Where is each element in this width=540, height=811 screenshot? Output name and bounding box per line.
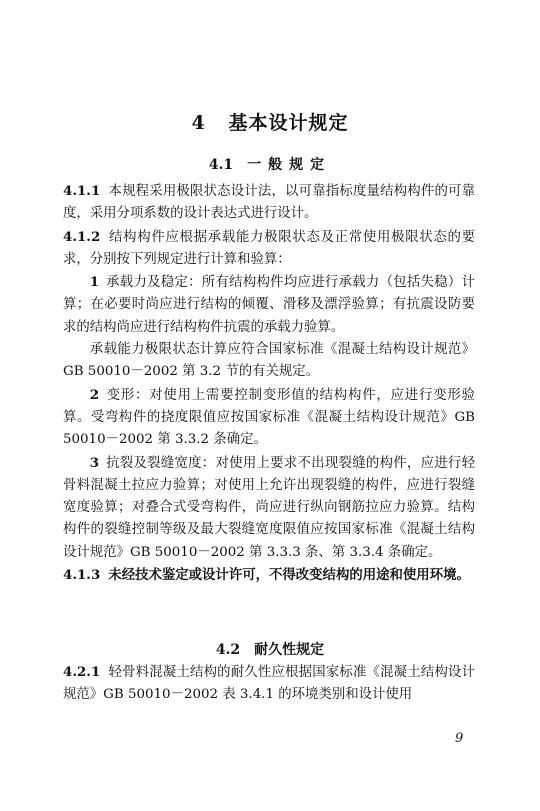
section-4-1-body <box>63 180 475 586</box>
clause-text: 未经技术鉴定或设计许可，不得改变结构的用途和使用环境。 <box>108 567 470 584</box>
clause-number: 4.1.3 <box>63 567 101 584</box>
section-heading-4-2 <box>0 639 540 659</box>
clause-number: 4.1.1 <box>63 183 101 199</box>
clause-4-1-3 <box>63 564 475 586</box>
section-number: 4.2 <box>215 642 241 658</box>
chapter-number: 4 <box>191 112 206 134</box>
item-number: 2 <box>89 386 100 403</box>
clause-4-2-1 <box>63 661 475 707</box>
page-number: 9 <box>455 731 464 746</box>
clause-number: 4.2.1 <box>63 664 101 680</box>
clause-item-note <box>63 339 475 384</box>
item-text: 抗裂及裂缝宽度：对使用上要求不出现裂缝的构件，应进行轻骨料混凝土拉应力验算；对使用上允许出现裂缝的构件，应进行裂缝宽度验算；对叠合式受弯构件，尚应进行纵向钢筋拉应力验算。结构构件的裂缝控制等级及最大裂缝宽度限值应按国家标准《混凝土结构设计规范》GB 50010－2002 第 3.3.3 条、第 3.3.4 条确定。 <box>63 455 475 560</box>
item-text: 承载力及稳定：所有结构构件均应进行承载力（包括失稳）计算；在必要时尚应进行结构的倾覆、滑移及漂浮验算；有抗震设防要求的结构尚应进行结构构件抗震的承载力验算。 <box>63 275 475 335</box>
item-number: 3 <box>89 454 100 471</box>
item-text: 变形：对使用上需要控制变形值的结构构件，应进行变形验算。受弯构件的挠度限值应按国家标准《混凝土结构设计规范》GB 50010－2002 第 3.3.2 条确定。 <box>63 387 475 448</box>
clause-text: 轻骨料混凝土结构的耐久性应根据国家标准《混凝土结构设计规范》GB 50010－2002 表 3.4.1 的环境类别和设计使用 <box>63 665 475 703</box>
section-heading-4-1 <box>0 154 540 174</box>
item-number: 1 <box>89 274 100 291</box>
clause-text: 本规程采用极限状态设计法，以可靠指标度量结构构件的可靠度，采用分项系数的设计表达式进行设计。 <box>63 184 475 222</box>
item-text: 承载能力极限状态计算应符合国家标准《混凝土结构设计规范》GB 50010－2002 第 3.2 节的有关规定。 <box>63 342 475 380</box>
clause-number: 4.1.2 <box>63 228 101 245</box>
chapter-title: 基本设计规定 <box>228 112 349 134</box>
clause-item-1 <box>63 271 475 339</box>
clause-item-2 <box>63 384 475 452</box>
clause-4-1-1 <box>63 180 475 226</box>
chapter-heading <box>0 108 540 135</box>
section-title: 一般规定 <box>247 157 332 173</box>
clause-4-1-2 <box>63 226 475 272</box>
section-4-2-body <box>63 661 475 707</box>
clause-item-3 <box>63 452 475 564</box>
section-title: 耐久性规定 <box>254 642 325 658</box>
clause-text: 结构构件应根据承载能力极限状态及正常使用极限状态的要求，分别按下列规定进行计算和验算： <box>63 229 475 267</box>
section-number: 4.1 <box>208 157 234 173</box>
